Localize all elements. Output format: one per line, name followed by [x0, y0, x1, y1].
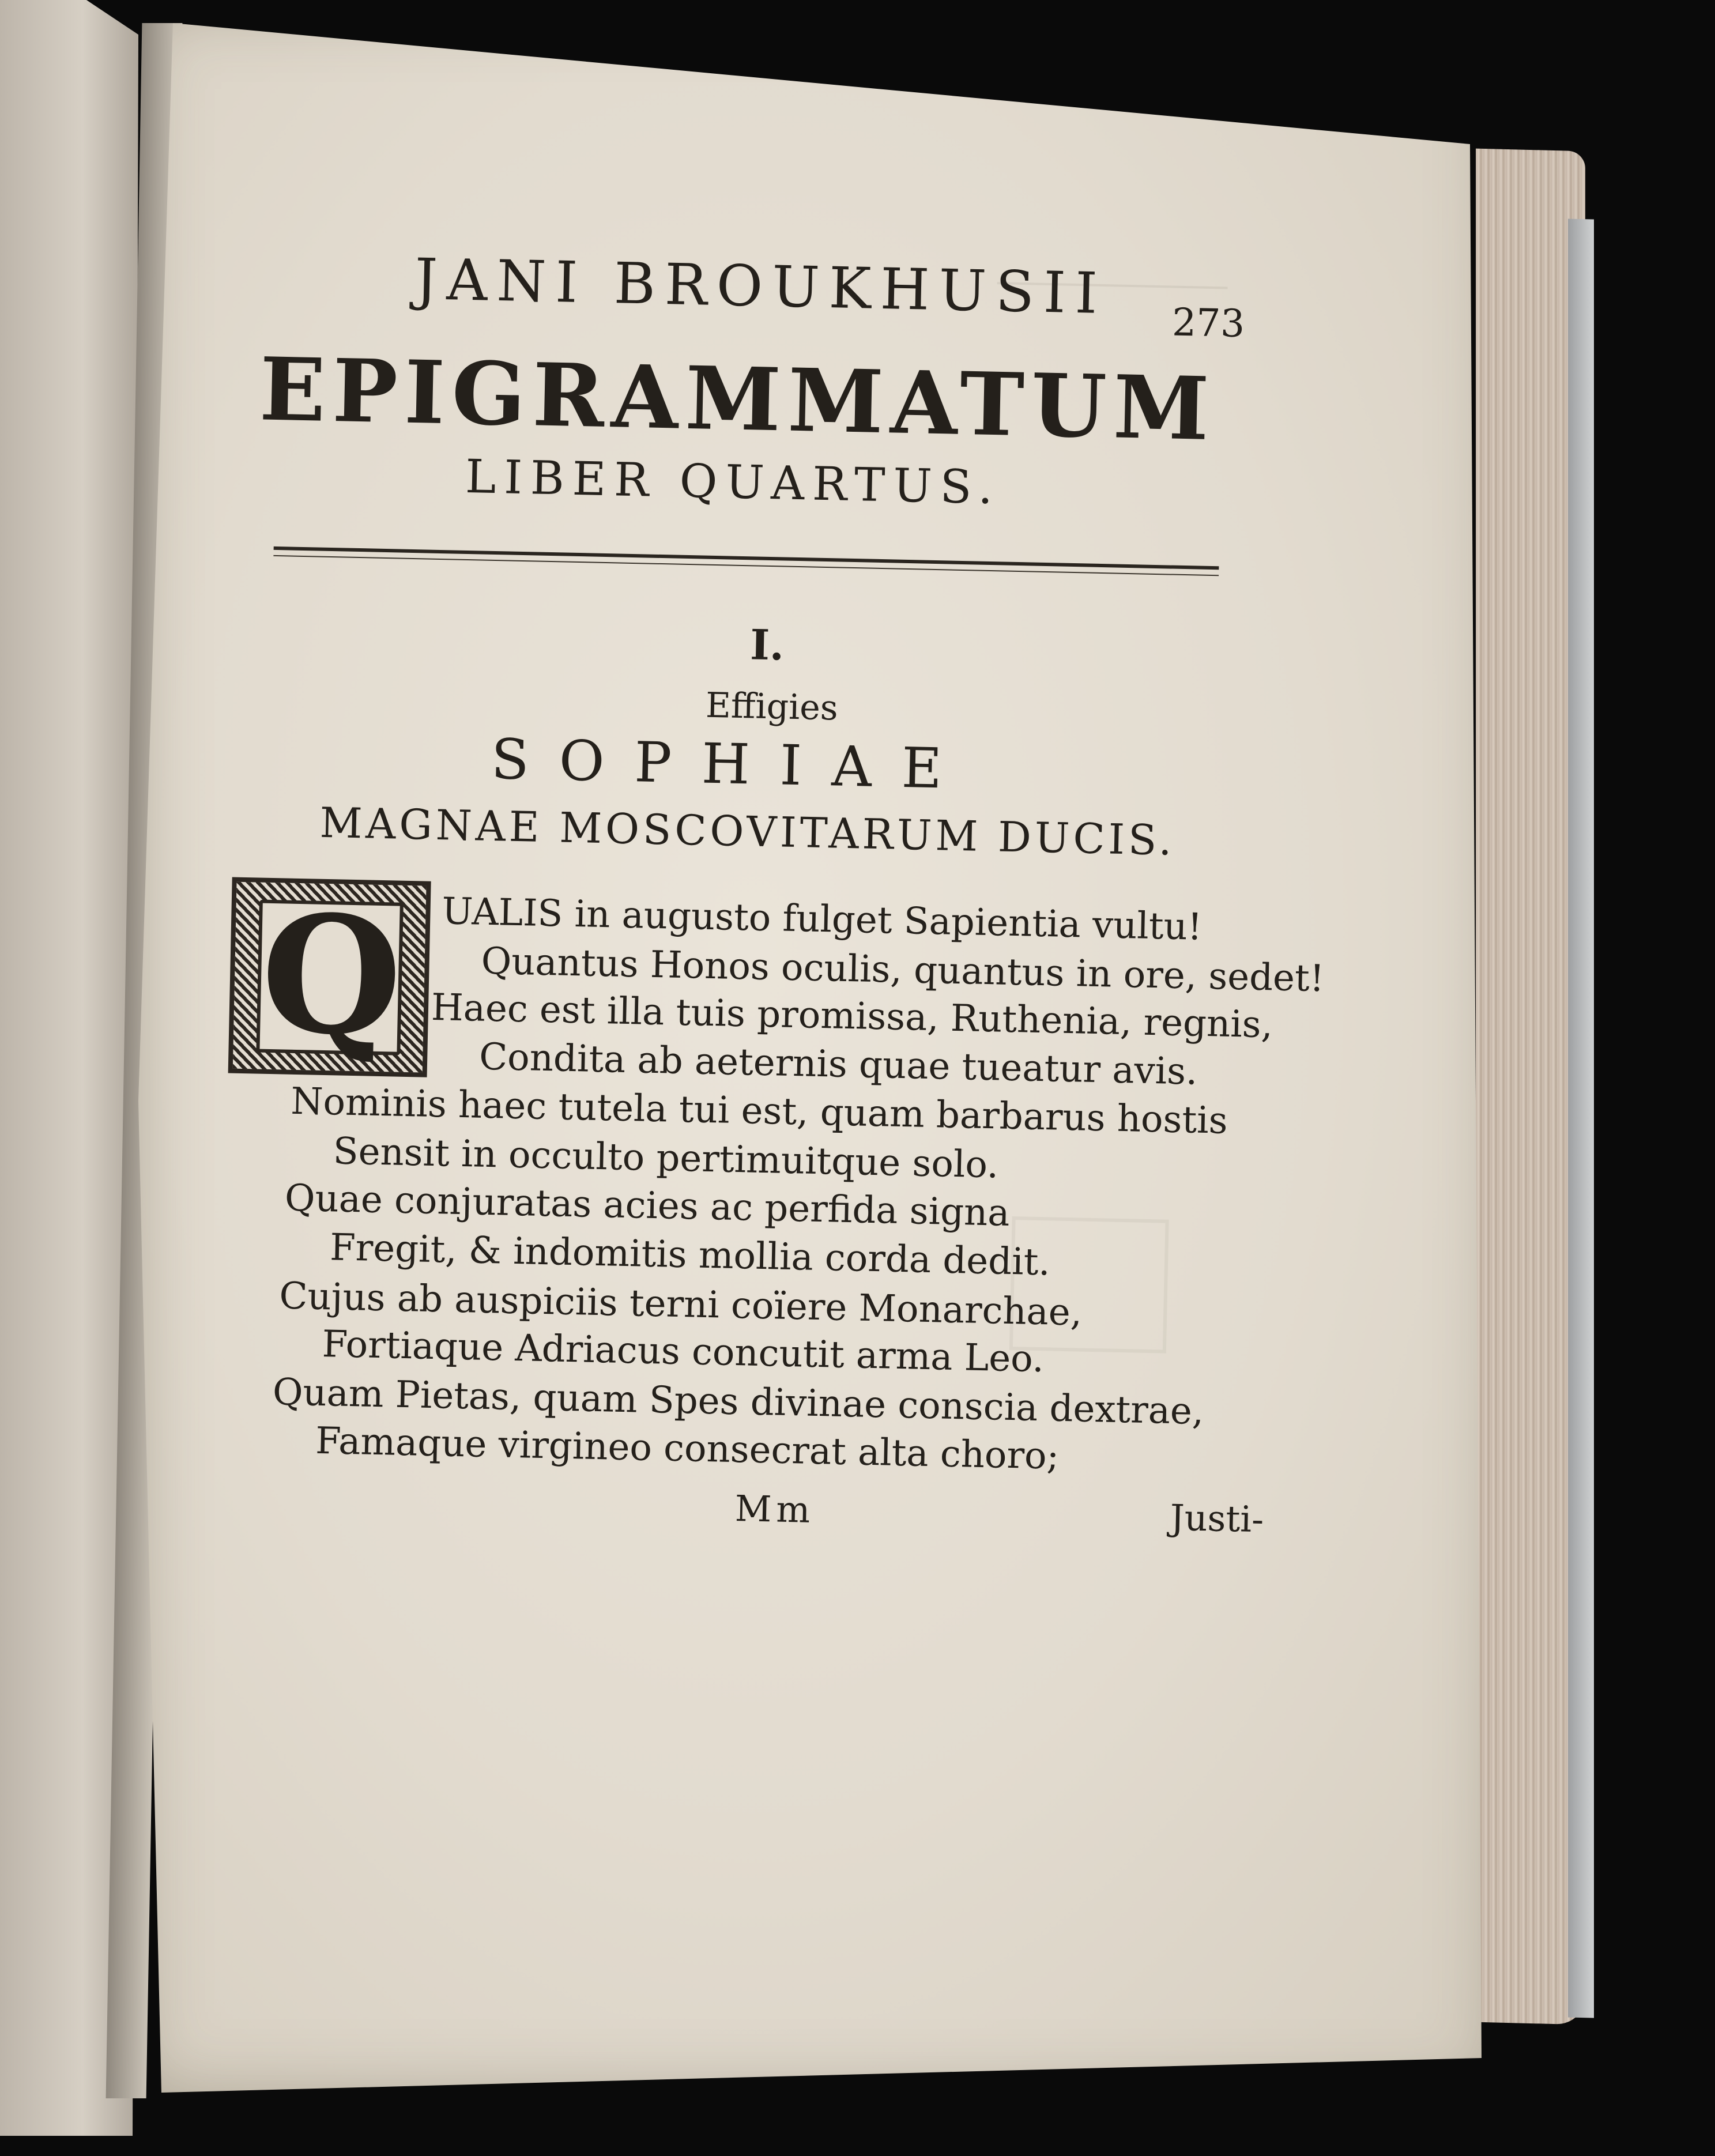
book-title: EPIGRAMMATUM	[258, 338, 1218, 461]
verse-line: Quae conjuratas acies ac perfida signa	[284, 1177, 1011, 1235]
verse-line: Quantus Honos oculis, quantus in ore, sedet!	[480, 940, 1325, 1001]
signature-mark: Mm	[734, 1487, 816, 1531]
verse-line: Cujus ab auspiciis terni coïere Monarchae,	[278, 1275, 1083, 1335]
epigram-epithet: MAGNAE MOSCOVITARUM DUCIS.	[319, 798, 1176, 865]
verse-line: UALIS in augusto fulget Sapientia vultu!	[441, 890, 1203, 949]
book-subtitle: LIBER QUARTUS.	[465, 449, 1002, 515]
verse-line: Fortiaque Adriacus concutit arma Leo.	[322, 1322, 1045, 1381]
catchword: Justi-	[1170, 1496, 1264, 1541]
verse-line: Famaque virgineo consecrat alta choro;	[315, 1419, 1060, 1478]
epigram-name: SOPHIAE	[490, 726, 973, 802]
decorated-initial	[228, 877, 431, 1077]
epigram-number: I.	[749, 620, 785, 670]
epigram-intro: Effigies	[705, 685, 839, 729]
decorated-initial-letter: Q	[259, 879, 404, 1072]
page-number: 273	[1171, 300, 1246, 346]
verse-line: Quam Pietas, quam Spes divinae conscia dextrae,	[272, 1371, 1204, 1434]
verse-line: Condita ab aeternis quae tueatur avis.	[478, 1035, 1198, 1094]
decorated-initial-frame	[256, 879, 404, 1072]
verse-line: Haec est illa tuis promissa, Ruthenia, regnis,	[431, 986, 1273, 1047]
verse-line: Nominis haec tutela tui est, quam barbarus hostis	[290, 1080, 1228, 1143]
author-heading: JANI BROUKHUSII	[414, 246, 1107, 327]
verse-line: Fregit, & indomitis mollia corda dedit.	[329, 1226, 1051, 1284]
verse-line: Sensit in occulto pertimuitque solo.	[333, 1130, 999, 1187]
